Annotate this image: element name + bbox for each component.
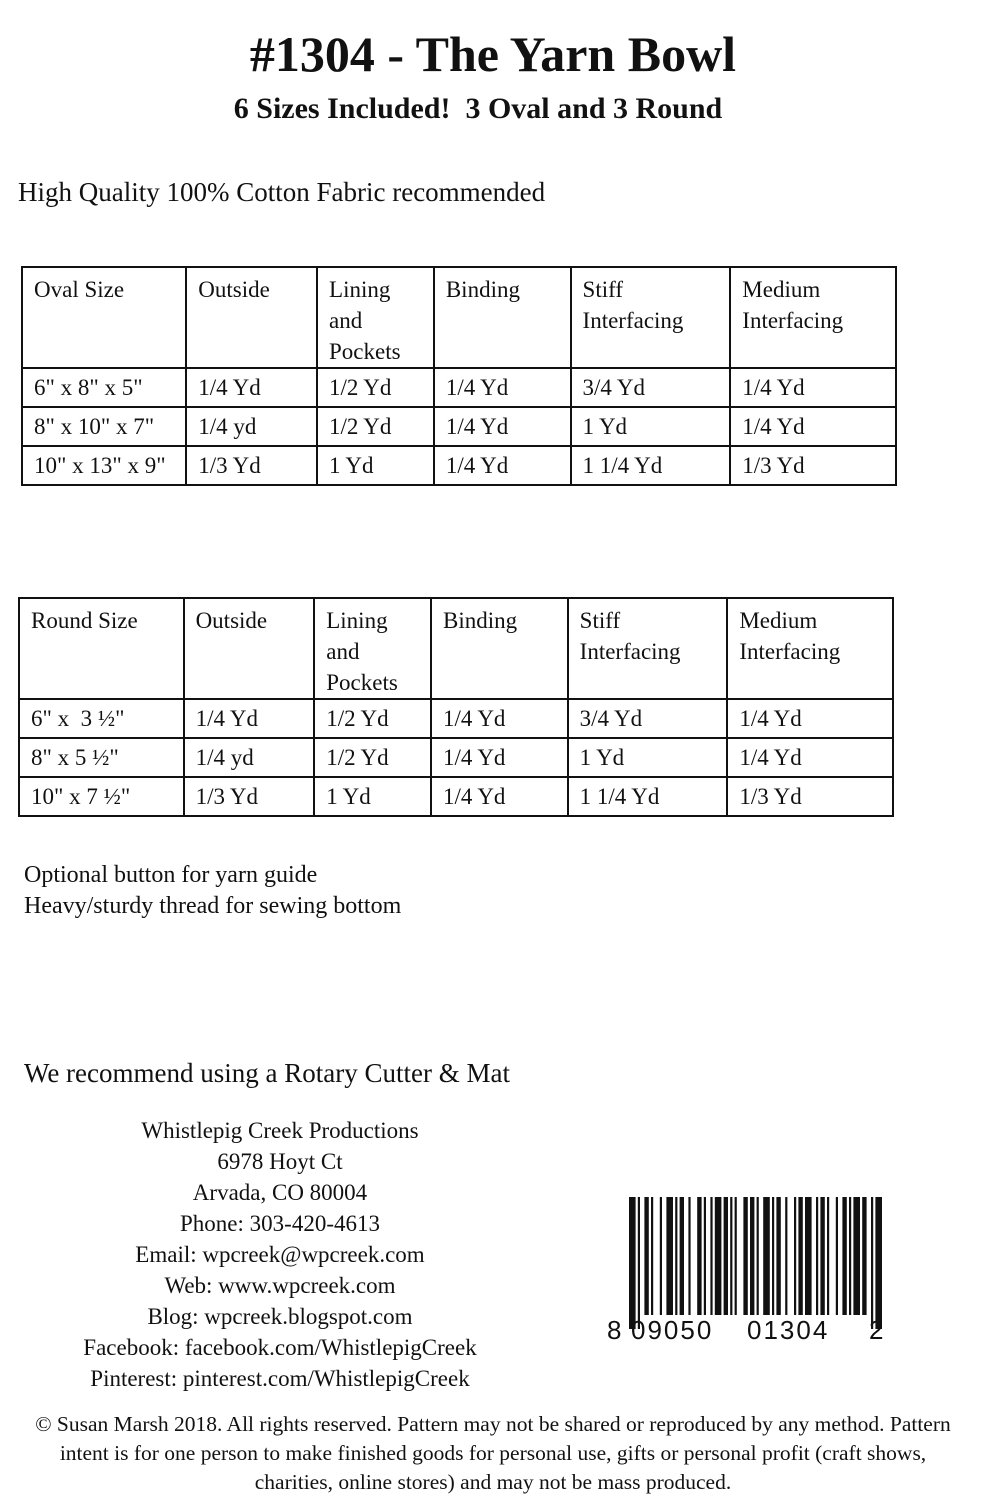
barcode-bar [816,1197,818,1315]
note-line: Optional button for yarn guide [24,862,318,888]
table-cell: 1/4 Yd [727,738,893,777]
header-cell: Lining and Pockets [314,598,431,699]
barcode-bar [875,1197,882,1329]
barcode-bar [638,1197,640,1329]
oval-size-table [21,266,897,486]
barcode-bar [688,1197,690,1315]
copyright-notice: © Susan Marsh 2018. All rights reserved. Pattern may not be shared or reproduced by any method. Pattern intent is for one person to make finished goods for personal use, gifts or personal profit (craft shows, charities, online stores) and may not be mass produced. [35,1412,951,1494]
barcode-bar [820,1197,824,1315]
size-cell: 6" x 8" x 5" [22,368,186,407]
barcode-bar [666,1197,673,1315]
barcode-bar [629,1197,636,1329]
table-cell: 1/2 Yd [317,368,434,407]
table-cell: 3/4 Yd [568,699,728,738]
page-subtitle: 6 Sizes Included! 3 Oval and 3 Round [233,92,723,125]
table-cell: 1/4 Yd [434,446,571,485]
barcode-bar [849,1197,851,1315]
table-cell: 1/4 Yd [434,407,571,446]
barcode-bar [730,1197,732,1315]
city-state-zip: Arvada, CO 80004 [192,1180,368,1205]
table-cell: 1 Yd [314,777,431,816]
barcode-bar [776,1197,780,1315]
barcode-bar [660,1197,662,1315]
barcode-bar [798,1197,802,1315]
barcode-bar [644,1197,648,1315]
table-cell: 1/4 Yd [431,699,568,738]
pinterest: Pinterest: pinterest.com/WhistlepigCreek [90,1366,470,1391]
barcode-bar [757,1197,759,1315]
table-cell: 1 1/4 Yd [568,777,728,816]
size-cell: 6" x 3 ½" [19,699,184,738]
barcode-bar [710,1197,712,1315]
barcode-bar [697,1197,701,1315]
page-title: #1304 - The Yarn Bowl [249,26,737,82]
barcode-digit-last: 2 [869,1315,884,1345]
barcode-bar [675,1197,677,1315]
header-cell: Oval Size [22,267,186,368]
header-cell: Medium Interfacing [730,267,896,368]
round-size-table [18,597,894,817]
table-cell: 1/4 yd [186,407,317,446]
company-name: Whistlepig Creek Productions [141,1118,419,1143]
table-cell: 1/4 yd [184,738,315,777]
barcode-bar [704,1197,706,1315]
table-cell: 1/2 Yd [314,699,431,738]
table-cell: 1/3 Yd [730,446,896,485]
table-cell: 1/4 Yd [431,777,568,816]
phone-number: Phone: 303-420-4613 [180,1211,380,1236]
barcode-bar [651,1197,653,1315]
barcode-bar [853,1197,860,1315]
table-cell: 1 Yd [568,738,728,777]
barcode-bar [743,1197,747,1315]
size-cell: 10" x 7 ½" [19,777,184,816]
email-address: Email: wpcreek@wpcreek.com [135,1242,425,1267]
barcode-bar [871,1197,873,1329]
table-cell: 1/2 Yd [314,738,431,777]
optional-notes [24,860,401,922]
barcode-bar [763,1197,770,1315]
barcode-bar [827,1197,829,1315]
header-cell: Binding [431,598,568,699]
table-cell: 1/4 Yd [727,699,893,738]
barcode-bar [842,1197,846,1315]
barcode-bar [794,1197,796,1315]
table-row [22,368,896,407]
barcode-bar [836,1197,838,1315]
barcode [607,1197,887,1347]
table-cell: 1/4 Yd [186,368,317,407]
barcode-bar [715,1197,722,1315]
table-row [22,446,896,485]
table-row [19,699,893,738]
header-cell: Medium Interfacing [727,598,893,699]
barcode-bar [785,1197,787,1315]
header-cell: Stiff Interfacing [571,267,731,368]
size-cell: 10" x 13" x 9" [22,446,186,485]
table-cell: 1/4 Yd [730,368,896,407]
rotary-cutter-note: We recommend using a Rotary Cutter & Mat [24,1058,510,1088]
barcode-bar [680,1197,684,1315]
barcode-bar [772,1197,774,1315]
table-cell: 3/4 Yd [571,368,731,407]
barcode-digit-first: 8 [607,1315,622,1345]
table-cell: 1/3 Yd [727,777,893,816]
facebook: Facebook: facebook.com/WhistlepigCreek [83,1335,477,1360]
table-cell: 1/4 Yd [730,407,896,446]
header-cell: Outside [186,267,317,368]
size-cell: 8" x 5 ½" [19,738,184,777]
header-cell: Stiff Interfacing [568,598,728,699]
table-cell: 1 Yd [317,446,434,485]
header-cell: Lining and Pockets [317,267,434,368]
publisher-address [60,1115,500,1394]
table-row [22,407,896,446]
header-cell: Binding [434,267,571,368]
table-cell: 1/3 Yd [184,777,315,816]
fabric-recommendation: High Quality 100% Cotton Fabric recommended [18,177,546,207]
barcode-bar [750,1197,754,1315]
size-cell: 8" x 10" x 7" [22,407,186,446]
table-header-row [22,267,896,368]
blog: Blog: wpcreek.blogspot.com [147,1304,413,1329]
header-cell: Outside [184,598,315,699]
table-cell: 1/4 Yd [184,699,315,738]
table-cell: 1 1/4 Yd [571,446,731,485]
table-cell: 1/3 Yd [186,446,317,485]
table-row [19,777,893,816]
barcode-bar [862,1197,866,1315]
table-row [19,738,893,777]
street-address: 6978 Hoyt Ct [217,1149,343,1174]
barcode-bar [805,1197,812,1315]
note-line: Heavy/sturdy thread for sewing bottom [24,893,402,919]
table-header-row [19,598,893,699]
header-cell: Round Size [19,598,184,699]
website: Web: www.wpcreek.com [164,1273,396,1298]
table-cell: 1/4 Yd [431,738,568,777]
barcode-group-right: 01304 [747,1315,830,1345]
barcode-bar [724,1197,728,1315]
barcode-bar [735,1197,737,1315]
table-cell: 1/2 Yd [317,407,434,446]
barcode-group-left: 09050 [631,1315,714,1345]
table-cell: 1/4 Yd [434,368,571,407]
table-cell: 1 Yd [571,407,731,446]
